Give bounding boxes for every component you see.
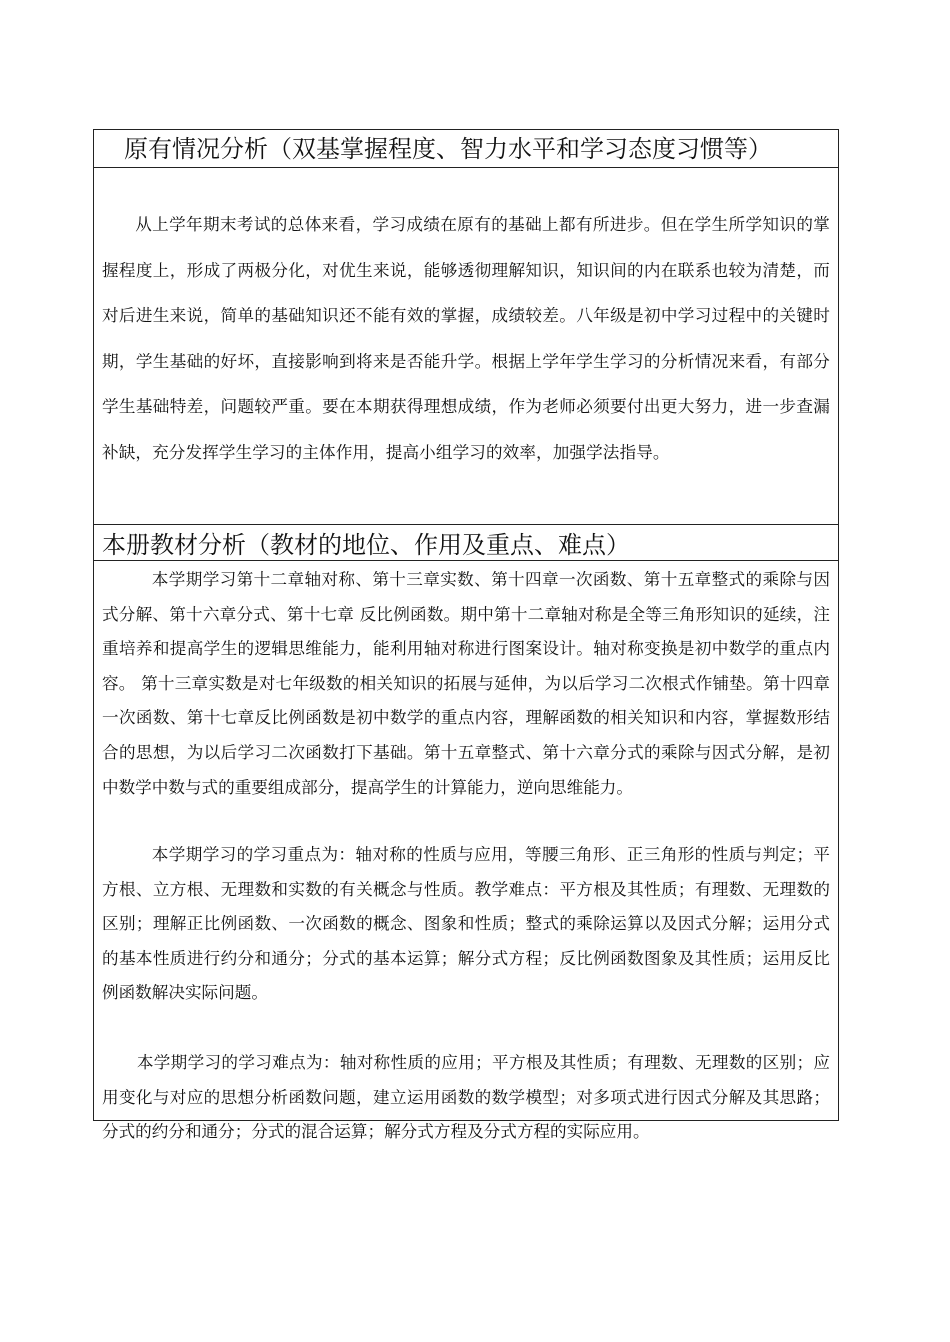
paragraph-key-points: 本学期学习的学习重点为：轴对称的性质与应用，等腰三角形、正三角形的性质与判定；平方根、立方根、无理数和实数的有关概念与性质。教学难点：平方根及其性质；有理数、无理数的区别；理解正比例函数、一次函数的概念、图象和性质；整式的乘除运算以及因式分解；运用分式的基本性质进行约分和通分；分式的基本运算；解分式方程；反比例函数图象及其性质；运用反比例函数解决实际问题。 (102, 845, 830, 1003)
paragraph-prior-situation: 从上学年期末考试的总体来看，学习成绩在原有的基础上都有所进步。但在学生所学知识的掌握程度上，形成了两极分化，对优生来说，能够透彻理解知识，知识间的内在联系也较为清楚，而对后进生来说，简单的基础知识还不能有效的掌握，成绩较差。八年级是初中学习过程中的关键时期，学生基础的好坏，直接影响到将来是否能升学。根据上学年学生学习的分析情况来看，有部分学生基础特差，问题较严重。要在本期获得理想成绩，作为老师必须要付出更大努力，进一步查漏补缺，充分发挥学生学习的主体作用，提高小组学习的效率，加强学法指导。 (102, 215, 830, 462)
section-body-prior-situation (94, 168, 838, 525)
paragraph-difficult-points: 本学期学习的学习难点为：轴对称性质的应用；平方根及其性质；有理数、无理数的区别；应用变化与对应的思想分析函数问题，建立运用函数的数学模型；对多项式进行因式分解及其思路；分式的约分和通分；分式的混合运算；解分式方程及分式方程的实际应用。 (102, 1053, 830, 1142)
section-heading-textbook-analysis: 本册教材分析（教材的地位、作用及重点、难点） (94, 525, 838, 561)
analysis-table (93, 129, 839, 1142)
section-body-textbook-analysis (94, 561, 838, 1142)
section-heading-prior-situation: 原有情况分析（双基掌握程度、智力水平和学习态度习惯等） (94, 130, 838, 168)
paragraph-textbook-overview: 本学期学习第十二章轴对称、第十三章实数、第十四章一次函数、第十五章整式的乘除与因式分解、第十六章分式、第十七章 反比例函数。期中第十二章轴对称是全等三角形知识的延续，注重培养和提高学生的逻辑思维能力，能利用轴对称进行图案设计。轴对称变换是初中数学的重点内容。 第十三章实数是对七年级数的相关知识的拓展与延伸，为以后学习二次根式作铺垫。第十四章一次函数、第十七章反比例函数是初中数学的重点内容，理解函数的相关知识和内容，掌握数形结合的思想，为以后学习二次函数打下基础。第十五章整式、第十六章分式的乘除与因式分解，是初中数学中数与式的重要组成部分，提高学生的计算能力，逆向思维能力。 (102, 570, 830, 797)
